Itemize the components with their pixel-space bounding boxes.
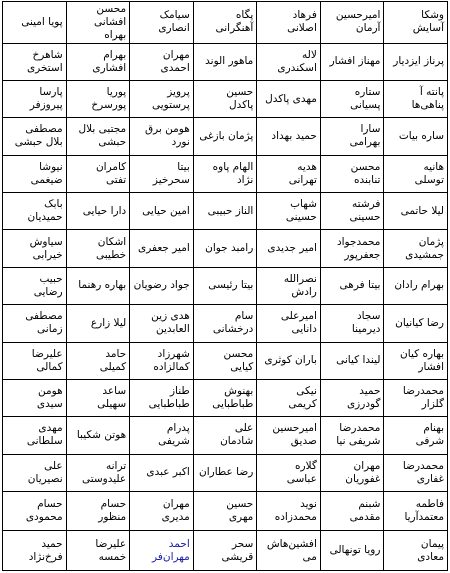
- table-cell: حامد کمیلی: [66, 342, 130, 379]
- table-cell: فاطمه معتمدآریا: [384, 492, 448, 531]
- table-cell: پرویز پرستویی: [130, 80, 194, 117]
- table-cell: امیرعلی دانایی: [257, 305, 321, 342]
- table-cell: رضا عطاران: [193, 454, 257, 491]
- table-cell: پیمان معادی: [384, 531, 448, 571]
- table-cell: علیرضا کمالی: [3, 342, 67, 379]
- table-row: [3, 267, 448, 304]
- table-cell: محسن افشانی بهراه: [66, 2, 130, 44]
- table-cell: محمدرضا گلزار: [384, 379, 448, 416]
- table-cell: امیر جدیدی: [257, 230, 321, 267]
- table-cell: هوتن شکیبا: [66, 417, 130, 454]
- table-cell: حسام محمودی: [3, 492, 67, 531]
- table-cell: پژمان بازغی: [193, 118, 257, 155]
- table-row: [3, 193, 448, 230]
- table-cell: احمد مهران‌فر: [130, 531, 194, 571]
- table-cell: رضا کیانیان: [384, 305, 448, 342]
- table-cell: طناز طباطبایی: [130, 379, 194, 416]
- table-cell: پانته آ پناهی‌ها: [384, 80, 448, 117]
- table-cell: ستاره پسیانی: [320, 80, 384, 117]
- table-cell: بیتا فرهی: [320, 267, 384, 304]
- table-cell: نیوشا ضیغمی: [3, 155, 67, 192]
- table-cell: شبنم مقدمی: [320, 492, 384, 531]
- table-row: [3, 305, 448, 342]
- table-cell: مهران غفوریان: [320, 454, 384, 491]
- table-cell: امیرحسین آرمان: [320, 2, 384, 44]
- table-cell: حمید فرخ‌نژاد: [3, 531, 67, 571]
- table-cell: پارسا پیروزفر: [3, 80, 67, 117]
- table-cell: محمدجواد جعفرپور: [320, 230, 384, 267]
- table-cell: رویا تونهالی: [320, 531, 384, 571]
- table-cell: حسین مهری: [193, 492, 257, 531]
- table-row: [3, 342, 448, 379]
- table-cell: ساعد سهیلی: [66, 379, 130, 416]
- table-cell: رامبد جوان: [193, 230, 257, 267]
- table-cell: مصطفی زمانی: [3, 305, 67, 342]
- table-cell: مهناز افشار: [320, 43, 384, 80]
- table-row: [3, 80, 448, 117]
- table-cell: هدی زین العابدین: [130, 305, 194, 342]
- table-row: [3, 2, 448, 44]
- table-cell: جواد رضویان: [130, 267, 194, 304]
- table-cell: سارا بهرامی: [320, 118, 384, 155]
- table-cell: شاهرخ استخری: [3, 43, 67, 80]
- table-cell: باران کوثری: [257, 342, 321, 379]
- table-cell: دارا حیایی: [66, 193, 130, 230]
- table-cell: بهاره رهنما: [66, 267, 130, 304]
- table-cell: سحر قریشی: [193, 531, 257, 571]
- table-cell: مهدی پاکدل: [257, 80, 321, 117]
- table-cell: مهدی سلطانی: [3, 417, 67, 454]
- names-table-body: [3, 2, 448, 571]
- table-cell: مصطفی بلال حبشی: [3, 118, 67, 155]
- table-cell: سیامک انصاری: [130, 2, 194, 44]
- table-cell: ساره بیات: [384, 118, 448, 155]
- table-cell: شهاب حسینی: [257, 193, 321, 230]
- table-cell: هدیه تهرانی: [257, 155, 321, 192]
- table-cell: لیندا کیانی: [320, 342, 384, 379]
- table-cell: فرهاد اصلانی: [257, 2, 321, 44]
- table-cell: اکبر عبدی: [130, 454, 194, 491]
- table-cell: مهران احمدی: [130, 43, 194, 80]
- table-cell: بهرام افشاری: [66, 43, 130, 80]
- table-cell: نوید محمدزاده: [257, 492, 321, 531]
- table-cell: بابک حمیدیان: [3, 193, 67, 230]
- table-cell: لیلا زارع: [66, 305, 130, 342]
- table-cell: لیلا حاتمی: [384, 193, 448, 230]
- table-cell: محمدرضا غفاری: [384, 454, 448, 491]
- table-cell: بهرام رادان: [384, 267, 448, 304]
- table-cell: علی شادمان: [193, 417, 257, 454]
- table-cell: پگاه آهنگرانی: [193, 2, 257, 44]
- table-cell: علیرضا خمسه: [66, 531, 130, 571]
- table-cell: محسن تنابنده: [320, 155, 384, 192]
- table-cell: افشین‌هاش می: [257, 531, 321, 571]
- table-cell: پرناز ایزدیار: [384, 43, 448, 80]
- table-cell: حمید گودرزی: [320, 379, 384, 416]
- table-cell: حبیب رضایی: [3, 267, 67, 304]
- table-row: [3, 155, 448, 192]
- table-row: [3, 118, 448, 155]
- table-cell: اشکان خطیبی: [66, 230, 130, 267]
- table-row: [3, 492, 448, 531]
- table-cell: ماهور الوند: [193, 43, 257, 80]
- table-row: [3, 454, 448, 491]
- table-cell: الهام پاوه نژاد: [193, 155, 257, 192]
- table-cell: ترانه علیدوستی: [66, 454, 130, 491]
- table-cell: نیکی کریمی: [257, 379, 321, 416]
- table-cell: بهاره کیان افشار: [384, 342, 448, 379]
- table-cell: وشکا آسایش: [384, 2, 448, 44]
- table-cell: بهنام شرفی: [384, 417, 448, 454]
- table-cell: هومن سیدی: [3, 379, 67, 416]
- table-cell: کامران تفتی: [66, 155, 130, 192]
- table-cell: هومن برق نورد: [130, 118, 194, 155]
- table-cell: مهران مدیری: [130, 492, 194, 531]
- table-cell: گلاره عباسی: [257, 454, 321, 491]
- table-cell: سام درخشانی: [193, 305, 257, 342]
- table-cell: امیرحسین صدیق: [257, 417, 321, 454]
- table-cell: پویا امینی: [3, 2, 67, 44]
- table-row: [3, 379, 448, 416]
- names-table: [2, 1, 448, 571]
- table-cell: فرشته حسینی: [320, 193, 384, 230]
- table-cell: بهنوش طباطبایی: [193, 379, 257, 416]
- table-cell: بیتا سحرخیز: [130, 155, 194, 192]
- table-cell: محمدرضا شریفی نیا: [320, 417, 384, 454]
- table-cell: هانیه توسلی: [384, 155, 448, 192]
- table-cell: نصرالله رادش: [257, 267, 321, 304]
- table-row: [3, 531, 448, 571]
- table-cell: الناز حبیبی: [193, 193, 257, 230]
- table-cell: پژمان جمشیدی: [384, 230, 448, 267]
- table-cell: مجتبی بلال حبشی: [66, 118, 130, 155]
- table-cell: علی نصیریان: [3, 454, 67, 491]
- table-cell: سجاد دیرمینا: [320, 305, 384, 342]
- table-cell: امیر جعفری: [130, 230, 194, 267]
- table-cell: پدرام شریفی: [130, 417, 194, 454]
- table-cell: لاله اسکندری: [257, 43, 321, 80]
- table-cell: محسن کیایی: [193, 342, 257, 379]
- table-cell: امین حیایی: [130, 193, 194, 230]
- table-cell: شهرزاد کمالزاده: [130, 342, 194, 379]
- table-row: [3, 230, 448, 267]
- table-cell: حسین پاکدل: [193, 80, 257, 117]
- table-row: [3, 417, 448, 454]
- table-cell: سیاوش خیرابی: [3, 230, 67, 267]
- table-cell: حسام منظور: [66, 492, 130, 531]
- table-cell: پوریا پورسرخ: [66, 80, 130, 117]
- table-cell: حمید بهداد: [257, 118, 321, 155]
- table-cell: بیتا رئیسی: [193, 267, 257, 304]
- table-row: [3, 43, 448, 80]
